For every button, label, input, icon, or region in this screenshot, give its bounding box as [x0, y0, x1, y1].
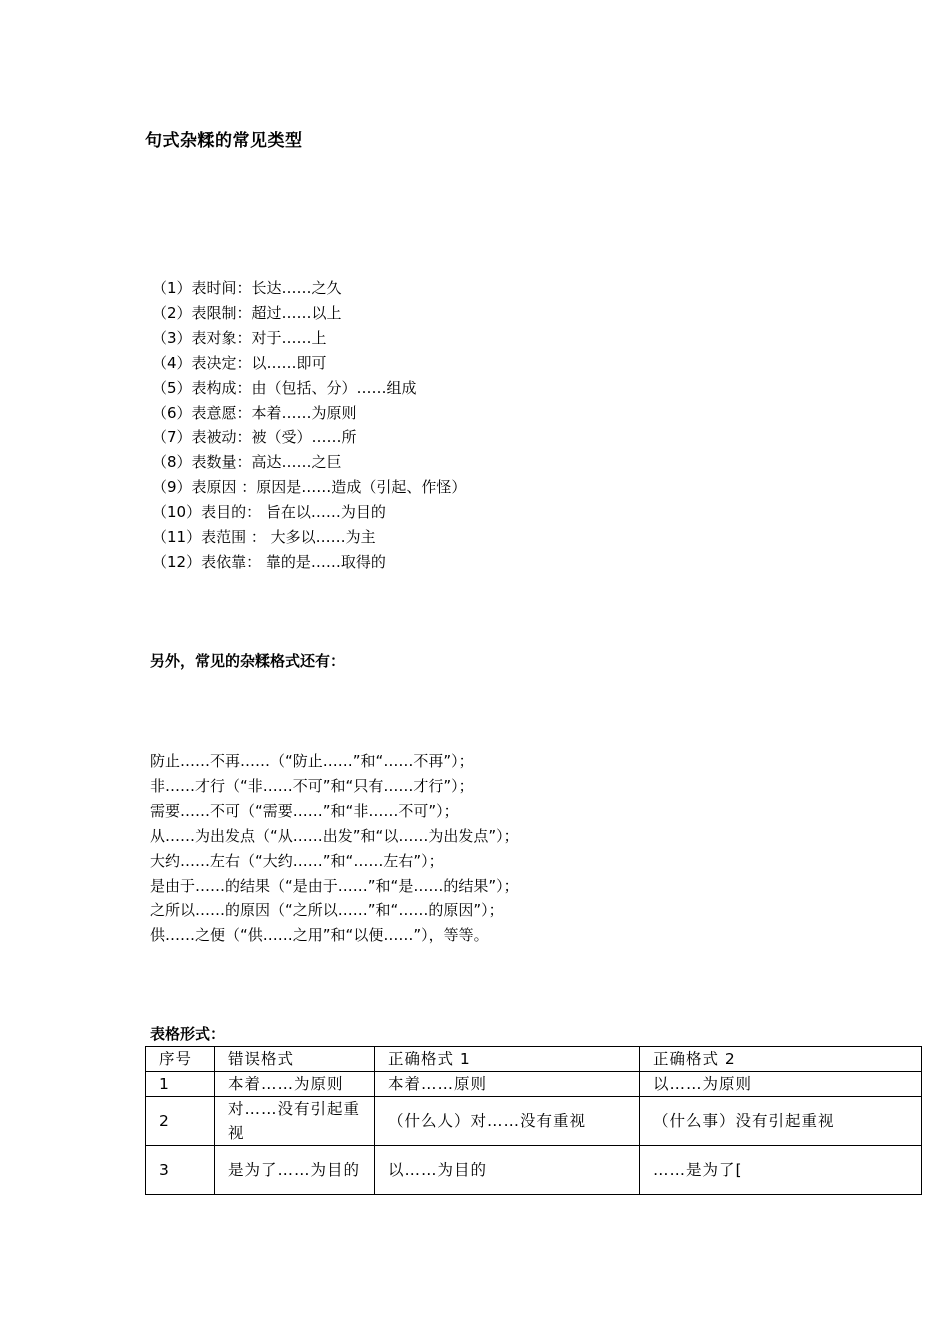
list-item: （7）表被动：被（受）……所 — [152, 428, 357, 447]
table-title: 表格形式： — [150, 1025, 226, 1043]
table-cell: 本着……原则 — [375, 1072, 640, 1097]
document-title: 句式杂糅的常见类型 — [145, 131, 303, 151]
list-item: 需要……不可（“需要……”和“非……不可”）； — [150, 801, 459, 820]
list-item: 是由于……的结果（“是由于……”和“是……的结果”）； — [150, 876, 519, 895]
list-item: 非……才行（“非……不可”和“只有……才行”）； — [150, 776, 474, 795]
section-subtitle: 另外，常见的杂糅格式还有： — [150, 652, 346, 670]
table-cell: 1 — [146, 1072, 215, 1097]
table-header-row — [146, 1047, 922, 1072]
list-item: （4）表决定：以……即可 — [152, 353, 327, 372]
list-item: （12）表依靠： 靠的是……取得的 — [152, 552, 386, 571]
table-cell: 以……为原则 — [640, 1072, 922, 1097]
table-cell: 以……为目的 — [375, 1146, 640, 1195]
list-item: （2）表限制：超过……以上 — [152, 303, 342, 322]
list-item: （11）表范围 ： 大多以……为主 — [152, 528, 376, 547]
common-format-list — [150, 749, 519, 948]
list-item: 供……之便（“供……之用”和“以便……”），等等。 — [150, 926, 489, 945]
table-header-cell: 错误格式 — [215, 1047, 375, 1072]
table-cell: ……是为了[ — [640, 1146, 922, 1195]
list-item: （1）表时间：长达……之久 — [152, 279, 342, 297]
table-cell: （什么事）没有引起重视 — [640, 1097, 922, 1146]
list-item: （3）表对象：对于……上 — [152, 328, 327, 347]
list-item: （9）表原因 ：原因是……造成（引起、作怪） — [152, 478, 467, 497]
format-table — [145, 1046, 922, 1195]
table-header-cell: 正确格式 1 — [375, 1047, 640, 1072]
table-cell: （什么人）对……没有重视 — [375, 1097, 640, 1146]
table-cell: 3 — [146, 1146, 215, 1195]
table-row — [146, 1146, 922, 1195]
list-item: 从……为出发点（“从……出发”和“以……为出发点”）； — [150, 826, 519, 845]
sentence-pattern-list — [152, 276, 466, 575]
list-item: （10）表目的： 旨在以……为目的 — [152, 503, 386, 522]
table-row — [146, 1097, 922, 1146]
list-item: （5）表构成：由（包括、分）……组成 — [152, 378, 417, 397]
table-cell: 对……没有引起重视 — [215, 1097, 375, 1146]
table-header-cell: 正确格式 2 — [640, 1047, 922, 1072]
table-row — [146, 1072, 922, 1097]
table-cell: 本着……为原则 — [215, 1072, 375, 1097]
list-item: （8）表数量：高达……之巨 — [152, 453, 342, 472]
table-cell: 是为了……为目的 — [215, 1146, 375, 1195]
list-item: 大约……左右（“大约……”和“……左右”）； — [150, 851, 444, 870]
table-cell: 2 — [146, 1097, 215, 1146]
list-item: 防止……不再……（“防止……”和“……不再”）； — [150, 752, 474, 770]
list-item: 之所以……的原因（“之所以……”和“……的原因”）； — [150, 901, 504, 920]
list-item: （6）表意愿：本着……为原则 — [152, 403, 357, 422]
table-header-cell: 序号 — [146, 1047, 215, 1072]
